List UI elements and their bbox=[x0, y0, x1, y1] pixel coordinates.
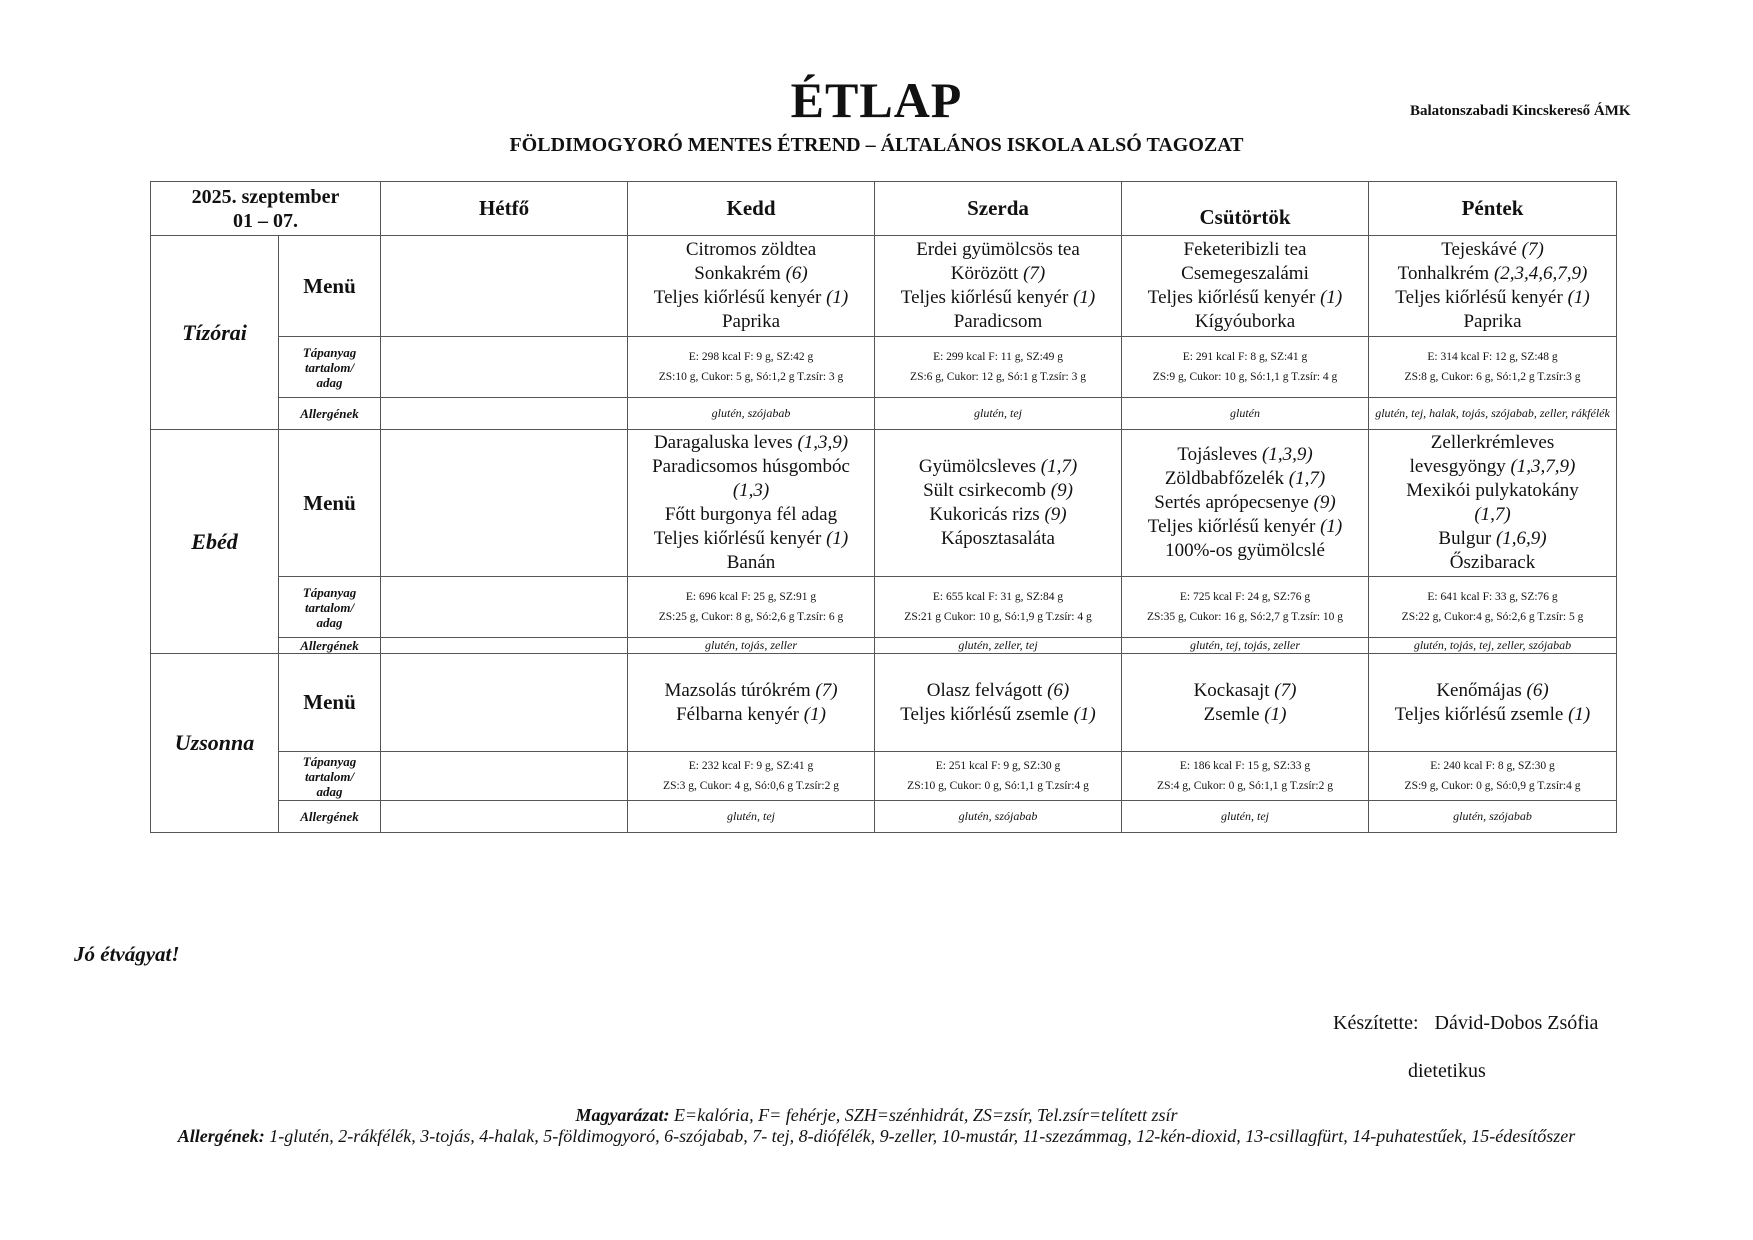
menu-item bbox=[1373, 703, 1612, 727]
menu-item-name: Teljes kiőrlésű kenyér bbox=[1395, 287, 1563, 308]
menu-row bbox=[151, 430, 1617, 577]
menu-item-name: Mexikói pulykatokány bbox=[1406, 480, 1579, 501]
menu-item-name: Kenőmájas bbox=[1436, 679, 1522, 701]
menu-item-allergen-codes: (1,7) bbox=[1288, 468, 1326, 489]
nutrient-line: E: 186 kcal F: 15 g, SZ:33 g bbox=[1179, 760, 1311, 772]
allergen-cell-friday: glutén, szójabab bbox=[1369, 801, 1617, 833]
nutrient-cell-friday bbox=[1369, 337, 1617, 398]
menu-item-allergen-codes: (1) bbox=[1567, 287, 1590, 308]
menu-item-allergen-codes: (1) bbox=[803, 703, 826, 725]
menu-item bbox=[1373, 527, 1612, 551]
nutrient-cell-thursday bbox=[1122, 577, 1369, 638]
menu-item-name: Feketeribizli tea bbox=[1183, 239, 1307, 260]
menu-item bbox=[1126, 679, 1364, 703]
nutrient-line: ZS:21 g Cukor: 10 g, Só:1,9 g T.zsír: 4 g bbox=[904, 611, 1092, 623]
date-range-line-2: 01 – 07. bbox=[233, 209, 298, 232]
abbreviation-legend bbox=[100, 1105, 1653, 1126]
menu-item bbox=[879, 286, 1117, 310]
menu-table bbox=[150, 181, 1617, 833]
legend bbox=[100, 1105, 1653, 1147]
allergen-legend bbox=[100, 1126, 1653, 1147]
menu-item bbox=[632, 503, 870, 527]
meal-name: Ebéd bbox=[151, 430, 279, 654]
menu-item-name: Zöldbabfőzelék bbox=[1164, 468, 1285, 489]
menu-item bbox=[632, 551, 870, 575]
menu-cell-monday bbox=[381, 654, 628, 752]
menu-item-name: Paprika bbox=[721, 311, 781, 332]
menu-item bbox=[1126, 491, 1364, 515]
nutrient-line: E: 251 kcal F: 9 g, SZ:30 g bbox=[935, 760, 1061, 772]
menu-item bbox=[879, 479, 1117, 503]
author-line bbox=[1333, 1012, 1598, 1035]
row-label-nutrients-line: tartalom/ bbox=[304, 599, 355, 615]
row-label-nutrients-line: tartalom/ bbox=[304, 768, 355, 784]
menu-item-name: Teljes kiőrlésű zsemle bbox=[900, 703, 1069, 725]
nutrient-cell-friday bbox=[1369, 577, 1617, 638]
menu-item-name: Sertés aprópecsenye bbox=[1154, 492, 1309, 513]
row-label-nutrients-line: Tápanyag bbox=[302, 584, 357, 600]
menu-item-name: Sonkakrém bbox=[694, 263, 781, 284]
nutrient-line: E: 291 kcal F: 8 g, SZ:41 g bbox=[1182, 351, 1308, 363]
menu-item-name: Kukoricás rizs bbox=[929, 504, 1040, 525]
nutrient-line: ZS:35 g, Cukor: 16 g, Só:2,7 g T.zsír: 10 g bbox=[1146, 611, 1344, 623]
menu-cell-wednesday bbox=[875, 430, 1122, 577]
menu-cell-thursday bbox=[1122, 236, 1369, 337]
menu-cell-tuesday bbox=[628, 430, 875, 577]
nutrient-line: ZS:25 g, Cukor: 8 g, Só:2,6 g T.zsír: 6 g bbox=[658, 611, 844, 623]
meal-name: Tízórai bbox=[151, 236, 279, 430]
menu-item-name: Csemegeszalámi bbox=[1181, 263, 1309, 284]
allergen-row bbox=[151, 638, 1617, 654]
menu-item bbox=[879, 310, 1117, 334]
menu-cell-tuesday bbox=[628, 236, 875, 337]
menu-item bbox=[1126, 515, 1364, 539]
nutrient-row bbox=[151, 337, 1617, 398]
menu-item bbox=[632, 679, 870, 703]
allergen-cell-friday: glutén, tojás, tej, zeller, szójabab bbox=[1369, 638, 1617, 654]
menu-item-name: Citromos zöldtea bbox=[685, 239, 817, 260]
row-label-allergens: Allergének bbox=[279, 801, 381, 833]
menu-item bbox=[879, 238, 1117, 262]
nutrient-cell-tuesday bbox=[628, 337, 875, 398]
menu-item-name: Teljes kiőrlésű kenyér bbox=[1147, 516, 1316, 537]
menu-item-allergen-codes: (1) bbox=[1320, 287, 1343, 308]
menu-item-name: Teljes kiőrlésű kenyér bbox=[653, 528, 822, 549]
nutrient-line: ZS:6 g, Cukor: 12 g, Só:1 g T.zsír: 3 g bbox=[910, 371, 1086, 383]
menu-item-name: Mazsolás túrókrém bbox=[664, 679, 811, 701]
allergen-legend-text: 1-glutén, 2-rákfélék, 3-tojás, 4-halak, 5-földimogyoró, 6-szójabab, 7- tej, 8-diófélék, 9-zeller, 10-mustár, 11-szezámmag, 12-kén-dioxid, 13-csillagfürt, 14-puhatestűek, 15-édesítőszer bbox=[269, 1126, 1576, 1146]
menu-item-name: Teljes kiőrlésű kenyér bbox=[653, 287, 822, 308]
menu-item bbox=[1126, 703, 1364, 727]
day-header-monday: Hétfő bbox=[381, 182, 628, 236]
menu-item-name: Zsemle bbox=[1203, 703, 1260, 725]
row-label-allergens: Allergének bbox=[279, 638, 381, 654]
allergen-cell-thursday: glutén, tej, tojás, zeller bbox=[1122, 638, 1369, 654]
menu-item-allergen-codes: (1,6,9) bbox=[1495, 528, 1547, 549]
date-range-cell bbox=[151, 182, 381, 236]
menu-item-name: Teljes kiőrlésű kenyér bbox=[1147, 287, 1316, 308]
page-title: ÉTLAP bbox=[790, 72, 963, 128]
nutrient-line: E: 725 kcal F: 24 g, SZ:76 g bbox=[1179, 591, 1311, 603]
row-label-nutrients-line: Tápanyag bbox=[302, 344, 357, 360]
menu-item-name: Paradicsomos húsgombóc bbox=[652, 456, 850, 477]
day-header-tuesday: Kedd bbox=[628, 182, 875, 236]
row-label-nutrients-line: Tápanyag bbox=[302, 753, 357, 769]
menu-row bbox=[151, 654, 1617, 752]
menu-item bbox=[1126, 467, 1364, 491]
menu-item-name: Daragaluska leves bbox=[653, 432, 793, 453]
row-label-nutrients bbox=[279, 577, 381, 638]
menu-item-allergen-codes: (6) bbox=[785, 263, 808, 284]
nutrient-line: E: 641 kcal F: 33 g, SZ:76 g bbox=[1427, 591, 1558, 603]
menu-cell-monday bbox=[381, 236, 628, 337]
menu-item-allergen-codes: (9) bbox=[1313, 492, 1336, 513]
menu-item-name: Tejeskávé bbox=[1441, 239, 1517, 260]
menu-item bbox=[1373, 479, 1612, 503]
nutrient-cell-monday bbox=[381, 752, 628, 801]
nutrient-line: ZS:9 g, Cukor: 0 g, Só:0,9 g T.zsír:4 g bbox=[1404, 780, 1581, 792]
menu-cell-friday bbox=[1369, 236, 1617, 337]
menu-item bbox=[1373, 431, 1612, 455]
menu-item bbox=[879, 527, 1117, 551]
menu-item-allergen-codes: (6) bbox=[1526, 679, 1549, 701]
row-label-nutrients bbox=[279, 752, 381, 801]
author-name: Dávid-Dobos Zsófia bbox=[1434, 1012, 1599, 1034]
menu-item bbox=[1373, 503, 1612, 527]
menu-item-name: Paradicsom bbox=[953, 311, 1043, 332]
menu-cell-wednesday bbox=[875, 236, 1122, 337]
allergen-cell-monday bbox=[381, 398, 628, 430]
menu-item bbox=[1126, 238, 1364, 262]
allergen-cell-tuesday: glutén, szójabab bbox=[628, 398, 875, 430]
page-subtitle: FÖLDIMOGYORÓ MENTES ÉTREND – ÁLTALÁNOS ISKOLA ALSÓ TAGOZAT bbox=[509, 134, 1244, 156]
menu-item-allergen-codes: (1) bbox=[1264, 703, 1287, 725]
nutrient-cell-wednesday bbox=[875, 752, 1122, 801]
nutrient-line: ZS:10 g, Cukor: 5 g, Só:1,2 g T.zsír: 3 g bbox=[658, 371, 844, 383]
nutrient-line: ZS:4 g, Cukor: 0 g, Só:1,1 g T.zsír:2 g bbox=[1157, 780, 1333, 792]
nutrient-line: E: 299 kcal F: 11 g, SZ:49 g bbox=[933, 351, 1063, 363]
menu-item-name: Erdei gyümölcsös tea bbox=[916, 239, 1080, 260]
allergen-cell-tuesday: glutén, tej bbox=[628, 801, 875, 833]
menu-item bbox=[1126, 310, 1364, 334]
menu-item-name: Tonhalkrém bbox=[1397, 263, 1490, 284]
nutrient-line: E: 240 kcal F: 8 g, SZ:30 g bbox=[1430, 760, 1555, 772]
menu-item-allergen-codes: (1) bbox=[1073, 703, 1096, 725]
menu-item-allergen-codes: (9) bbox=[1044, 504, 1067, 525]
allergen-cell-monday bbox=[381, 638, 628, 654]
menu-cell-wednesday bbox=[875, 654, 1122, 752]
menu-item bbox=[879, 503, 1117, 527]
nutrient-cell-friday bbox=[1369, 752, 1617, 801]
row-label-menu: Menü bbox=[279, 236, 381, 337]
menu-item bbox=[632, 479, 870, 503]
day-header-wednesday: Szerda bbox=[875, 182, 1122, 236]
allergen-cell-tuesday: glutén, tojás, zeller bbox=[628, 638, 875, 654]
menu-item-name: Paprika bbox=[1463, 311, 1522, 332]
nutrient-line: E: 232 kcal F: 9 g, SZ:41 g bbox=[688, 760, 814, 772]
nutrient-cell-monday bbox=[381, 337, 628, 398]
menu-item bbox=[632, 262, 870, 286]
allergen-cell-thursday: glutén bbox=[1122, 398, 1369, 430]
menu-item-allergen-codes: (7) bbox=[1521, 239, 1544, 260]
menu-item-name: Zellerkrémleves bbox=[1430, 432, 1555, 453]
row-label-nutrients-line: adag bbox=[316, 783, 343, 799]
menu-cell-friday bbox=[1369, 430, 1617, 577]
menu-item-name: Tojásleves bbox=[1177, 444, 1258, 465]
legend-label: Magyarázat: bbox=[575, 1105, 670, 1125]
nutrient-cell-thursday bbox=[1122, 337, 1369, 398]
menu-item bbox=[1373, 310, 1612, 334]
allergen-cell-wednesday: glutén, szójabab bbox=[875, 801, 1122, 833]
nutrient-cell-thursday bbox=[1122, 752, 1369, 801]
menu-item-name: Teljes kiőrlésű kenyér bbox=[900, 287, 1069, 308]
menu-item-allergen-codes: (1,3,9) bbox=[1262, 444, 1313, 465]
menu-item-allergen-codes: (1) bbox=[1320, 516, 1343, 537]
menu-item-name: Félbarna kenyér bbox=[676, 703, 800, 725]
menu-item-allergen-codes: (1,7) bbox=[1040, 456, 1078, 477]
menu-item bbox=[632, 527, 870, 551]
meal-name: Uzsonna bbox=[151, 654, 279, 833]
day-header-thursday: Csütörtök bbox=[1122, 182, 1369, 236]
menu-item bbox=[1126, 286, 1364, 310]
menu-item bbox=[632, 310, 870, 334]
menu-item-name: Kígyóuborka bbox=[1194, 311, 1296, 332]
menu-item bbox=[1373, 262, 1612, 286]
menu-cell-monday bbox=[381, 430, 628, 577]
menu-cell-thursday bbox=[1122, 654, 1369, 752]
nutrient-cell-monday bbox=[381, 577, 628, 638]
allergen-cell-thursday: glutén, tej bbox=[1122, 801, 1369, 833]
author-label: Készítette: bbox=[1333, 1012, 1419, 1034]
row-label-nutrients-line: adag bbox=[316, 374, 343, 390]
menu-item bbox=[1373, 238, 1612, 262]
author-role: dietetikus bbox=[1408, 1060, 1486, 1082]
menu-item-allergen-codes: (1,3) bbox=[732, 480, 770, 501]
menu-item-allergen-codes: (2,3,4,6,7,9) bbox=[1493, 263, 1588, 284]
nutrient-line: ZS:3 g, Cukor: 4 g, Só:0,6 g T.zsír:2 g bbox=[663, 780, 839, 792]
menu-item bbox=[632, 455, 870, 479]
nutrient-row bbox=[151, 752, 1617, 801]
date-range-line-1: 2025. szeptember bbox=[191, 185, 340, 208]
nutrient-cell-wednesday bbox=[875, 577, 1122, 638]
menu-item-allergen-codes: (1) bbox=[826, 287, 849, 308]
menu-item-allergen-codes: (1) bbox=[1073, 287, 1096, 308]
menu-item-allergen-codes: (6) bbox=[1047, 679, 1070, 701]
row-label-menu: Menü bbox=[279, 430, 381, 577]
allergen-row bbox=[151, 801, 1617, 833]
menu-item-allergen-codes: (7) bbox=[1023, 263, 1046, 284]
menu-item-name: Kockasajt bbox=[1193, 679, 1270, 701]
row-label-nutrients bbox=[279, 337, 381, 398]
menu-item bbox=[1126, 262, 1364, 286]
menu-item-name: Káposztasaláta bbox=[941, 528, 1055, 549]
menu-item bbox=[1373, 286, 1612, 310]
nutrient-line: ZS:10 g, Cukor: 0 g, Só:1,1 g T.zsír:4 g bbox=[907, 780, 1089, 792]
menu-item bbox=[632, 431, 870, 455]
menu-item-allergen-codes: (7) bbox=[815, 679, 838, 701]
nutrient-cell-wednesday bbox=[875, 337, 1122, 398]
row-label-nutrients-line: tartalom/ bbox=[304, 359, 355, 375]
menu-item-name: Olasz felvágott bbox=[926, 679, 1043, 701]
menu-item-allergen-codes: (1,3,7,9) bbox=[1510, 456, 1576, 477]
menu-item bbox=[1126, 443, 1364, 467]
row-label-menu: Menü bbox=[279, 654, 381, 752]
menu-item-allergen-codes: (1,7) bbox=[1474, 504, 1511, 525]
menu-item-allergen-codes: (9) bbox=[1050, 480, 1073, 501]
table-header-row bbox=[151, 182, 1617, 236]
nutrient-line: E: 314 kcal F: 12 g, SZ:48 g bbox=[1427, 351, 1558, 363]
nutrient-line: ZS:22 g, Cukor:4 g, Só:2,6 g T.zsír: 5 g bbox=[1401, 611, 1584, 623]
menu-item bbox=[1373, 551, 1612, 575]
day-header-friday: Péntek bbox=[1369, 182, 1617, 236]
menu-item-allergen-codes: (1,3,9) bbox=[797, 432, 849, 453]
menu-item-name: 100%-os gyümölcslé bbox=[1165, 540, 1325, 561]
nutrient-line: E: 696 kcal F: 25 g, SZ:91 g bbox=[685, 591, 817, 603]
allergen-row bbox=[151, 398, 1617, 430]
nutrient-cell-tuesday bbox=[628, 577, 875, 638]
menu-item-allergen-codes: (7) bbox=[1274, 679, 1297, 701]
menu-item-allergen-codes: (1) bbox=[1568, 703, 1591, 725]
allergen-cell-wednesday: glutén, tej bbox=[875, 398, 1122, 430]
menu-item bbox=[1126, 539, 1364, 563]
menu-item-name: Gyümölcsleves bbox=[918, 456, 1037, 477]
nutrient-row bbox=[151, 577, 1617, 638]
allergen-cell-monday bbox=[381, 801, 628, 833]
menu-item bbox=[632, 286, 870, 310]
menu-item bbox=[632, 703, 870, 727]
menu-item-name: Őszibarack bbox=[1449, 552, 1536, 573]
menu-cell-tuesday bbox=[628, 654, 875, 752]
nutrient-line: ZS:8 g, Cukor: 6 g, Só:1,2 g T.zsír:3 g bbox=[1404, 371, 1581, 383]
allergen-cell-friday: glutén, tej, halak, tojás, szójabab, zeller, rákfélék bbox=[1369, 398, 1617, 430]
menu-item-name: Banán bbox=[726, 552, 776, 573]
menu-item-name: Körözött bbox=[950, 263, 1019, 284]
menu-item-name: Sült csirkecomb bbox=[923, 480, 1047, 501]
menu-item bbox=[1373, 455, 1612, 479]
menu-item-allergen-codes: (1) bbox=[826, 528, 849, 549]
menu-item bbox=[879, 679, 1117, 703]
legend-text: E=kalória, F= fehérje, SZH=szénhidrát, ZS=zsír, Tel.zsír=telített zsír bbox=[673, 1105, 1178, 1125]
bon-appetit-text: Jó étvágyat! bbox=[74, 942, 180, 966]
menu-item bbox=[879, 262, 1117, 286]
menu-row bbox=[151, 236, 1617, 337]
nutrient-line: E: 655 kcal F: 31 g, SZ:84 g bbox=[932, 591, 1064, 603]
allergen-cell-wednesday: glutén, zeller, tej bbox=[875, 638, 1122, 654]
menu-item-name: Főtt burgonya fél adag bbox=[664, 504, 838, 525]
allergen-legend-label: Allergének: bbox=[177, 1126, 265, 1146]
menu-item-name: Teljes kiőrlésű zsemle bbox=[1394, 703, 1564, 725]
menu-item-name: Bulgur bbox=[1438, 528, 1492, 549]
menu-cell-thursday bbox=[1122, 430, 1369, 577]
nutrient-line: ZS:9 g, Cukor: 10 g, Só:1,1 g T.zsír: 4 g bbox=[1152, 371, 1338, 383]
menu-item bbox=[1373, 679, 1612, 703]
menu-item bbox=[632, 238, 870, 262]
organization-name: Balatonszabadi Kincskereső ÁMK bbox=[1410, 103, 1631, 119]
row-label-allergens: Allergének bbox=[279, 398, 381, 430]
nutrient-cell-tuesday bbox=[628, 752, 875, 801]
menu-item-name: levesgyöngy bbox=[1409, 456, 1506, 477]
row-label-nutrients-line: adag bbox=[316, 614, 343, 630]
menu-cell-friday bbox=[1369, 654, 1617, 752]
menu-item bbox=[879, 703, 1117, 727]
nutrient-line: E: 298 kcal F: 9 g, SZ:42 g bbox=[688, 351, 814, 363]
menu-item bbox=[879, 455, 1117, 479]
